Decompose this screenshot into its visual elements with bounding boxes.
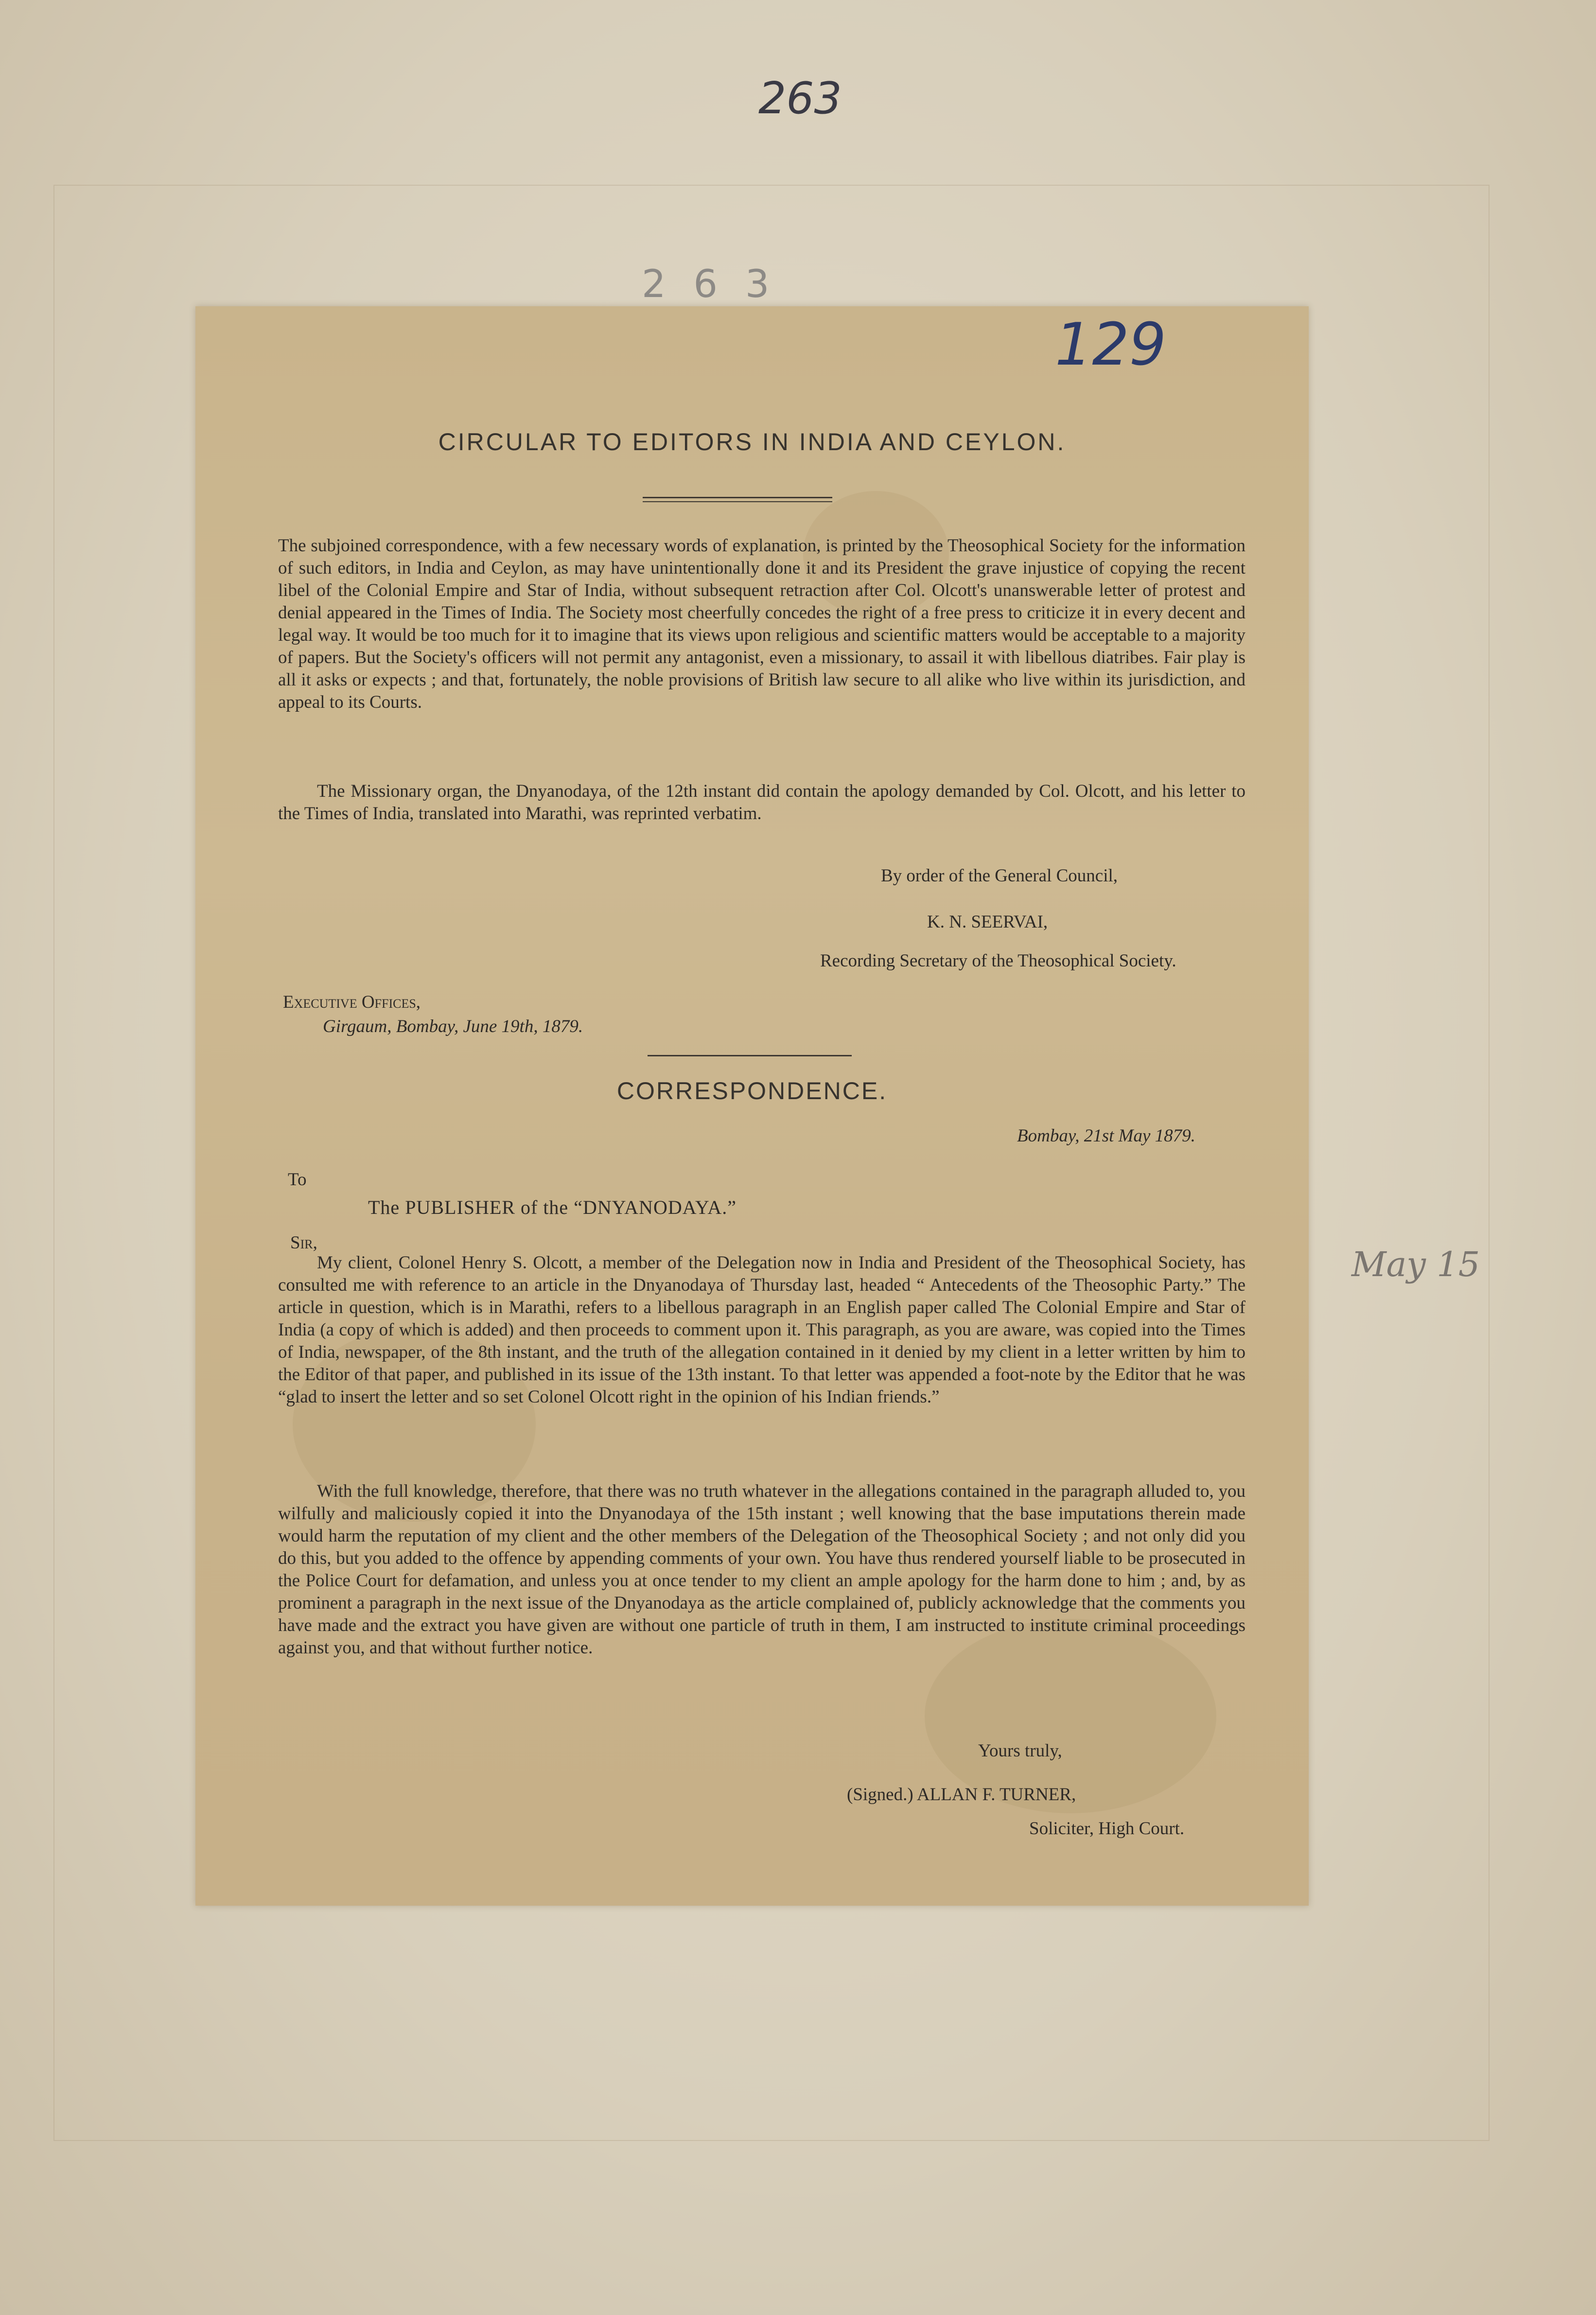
printed-circular-sheet: [195, 306, 1309, 1906]
blue-ink-number: 129: [1055, 311, 1167, 379]
letter-dateline: Bombay, 21st May 1879.: [1017, 1126, 1195, 1146]
letter-paragraph-2: With the full knowledge, therefore, that there was no truth whatever in the allegations contained in the paragraph alluded to, you wilfully and maliciously copied it into the Dnyanodaya of the 15th instant ; well knowing that the base imputations therein made would harm the reputation of my client and the other members of the Delegation of the Theosophical Society ; and not only did you do this, but you added to the offence by appending comments of your own. You have thus rendered yourself liable to be prosecuted in the Police Court for defamation, and unless you at once tender to my client an ample apology for the harm done to him ; and, by as prominent a paragraph in the next issue of the Dnyanodaya as the article complained of, publicly acknowledge that the comments you have made and the extract you have given are without one particle of truth in them, I am instructed to institute criminal proceedings against you, and that without further notice.: [278, 1481, 1245, 1658]
single-rule-divider: [648, 1055, 852, 1056]
circular-paragraph-1: The subjoined correspondence, with a few necessary words of explanation, is printed by the Theosophical Society for the information of such editors, in India and Ceylon, as may have unintentionally done it and its President the grave injustice of copying the recent libel of the Colonial Empire and Star of India, without subsequent retraction after Col. Olcott's unanswerable letter of protest and denial appeared in the Times of India. The Society most cheerfully concedes the right of a free press to criticize it in every decent and legal way. It would be too much for it to imagine that its views upon religious and scientific matters would be acceptable to a majority of papers. But the Society's officers will not permit any antagonist, even a missionary, to assail it with libellous diatribes. Fair play is all it asks or expects ; and that, fortunately, the noble provisions of British law secure to all alike who live within its jurisdiction, and appeal to its Courts.: [278, 536, 1245, 712]
double-rule-divider: [643, 497, 832, 502]
letter-signer-title: Soliciter, High Court.: [1029, 1819, 1185, 1839]
correspondence-heading: CORRESPONDENCE.: [616, 1077, 888, 1105]
pencil-page-number: 2 6 3: [642, 263, 777, 306]
place-date-line: Girgaum, Bombay, June 19th, 1879.: [323, 1017, 583, 1036]
signatory-title: Recording Secretary of the Theosophical Society.: [820, 951, 1176, 971]
page-number-handwritten: 263: [758, 73, 842, 124]
executive-offices-label: Executive Offices,: [283, 992, 421, 1012]
letter-closing: Yours truly,: [978, 1741, 1062, 1761]
margin-note: May 15: [1351, 1245, 1480, 1284]
letter-addressee: The PUBLISHER of the “DNYANODAYA.”: [368, 1196, 737, 1218]
letter-paragraph-1: My client, Colonel Henry S. Olcott, a member of the Delegation now in India and President of the Theosophical Society, has consulted me with reference to an article in the Dnyanodaya of Thursday last, headed “ Antecedents of the Theosophic Party.” The article in question, which is in Marathi, refers to a libellous paragraph in an English paper called The Colonial Empire and Star of India (a copy of which is added) and then proceeds to comment upon it. This paragraph, as you are aware, was copied into the Times of India, newspaper, of the 8th instant, and the truth of the allegation contained in it denied by my client in a letter written by him to the Editor of that paper, and published in its issue of the 13th instant. To that letter was appended a foot-note by the Editor that he was “glad to insert the letter and so set Colonel Olcott right in the opinion of his Indian friends.”: [278, 1253, 1245, 1407]
by-order-line: By order of the General Council,: [881, 866, 1118, 886]
letter-to: To: [288, 1170, 307, 1190]
letter-salutation: Sir,: [290, 1233, 317, 1253]
circular-paragraph-2: The Missionary organ, the Dnyanodaya, of the 12th instant did contain the apology demanded by Col. Olcott, and his letter to the Times of India, translated into Marathi, was reprinted verbatim.: [278, 781, 1245, 824]
letter-signature: (Signed.) ALLAN F. TURNER,: [847, 1785, 1076, 1805]
circular-title: CIRCULAR TO EDITORS IN INDIA AND CEYLON.: [438, 428, 1066, 456]
signatory-name: K. N. SEERVAI,: [927, 912, 1048, 932]
